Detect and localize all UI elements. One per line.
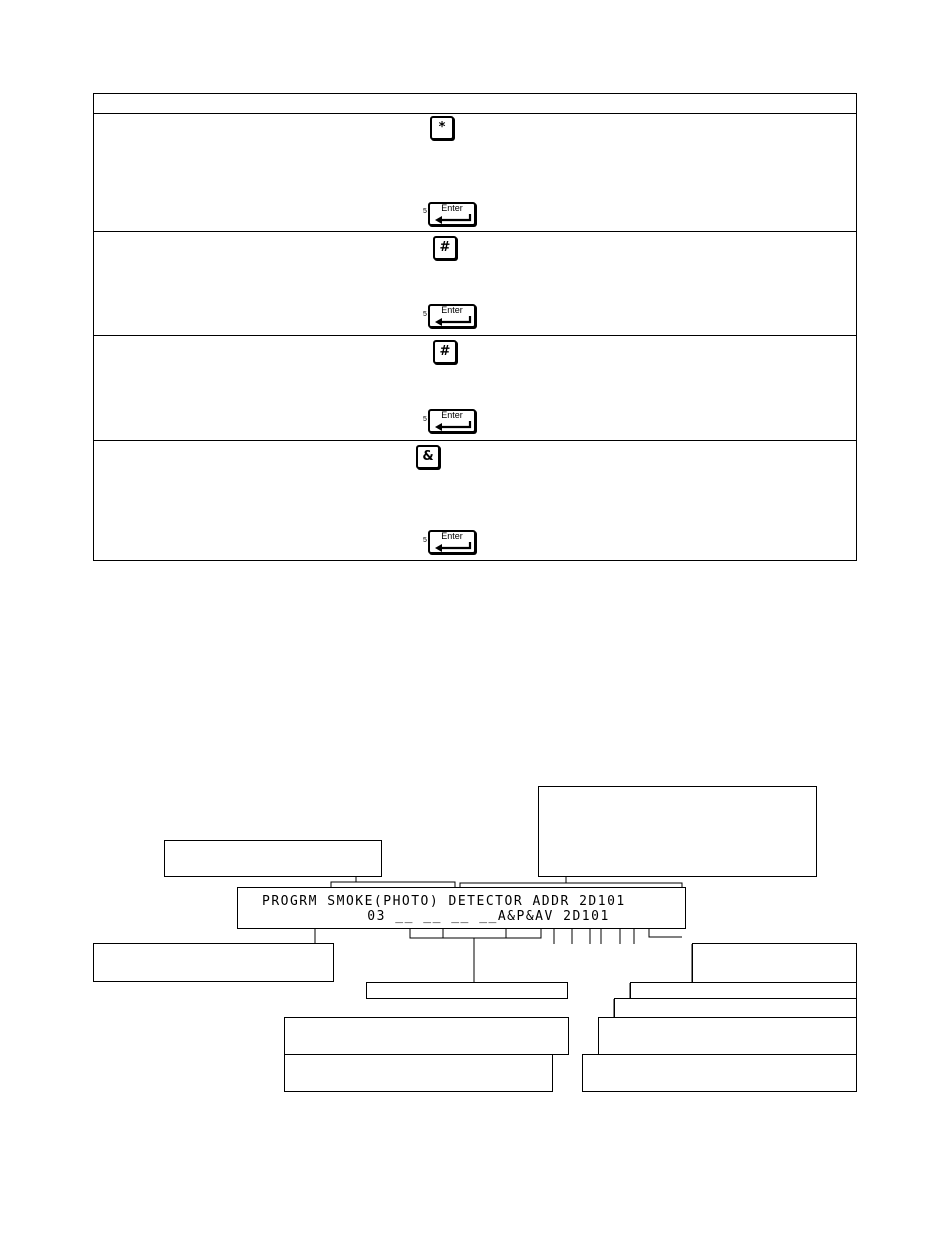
display-line-1: PROGRM SMOKE(PHOTO) DETECTOR ADDR 2D101 <box>262 894 626 909</box>
enter-key-label: Enter <box>441 531 463 541</box>
asterisk-key-icon: * <box>430 116 454 140</box>
callout-box-right-lower-1 <box>598 1017 857 1055</box>
enter-marker: 5 <box>423 416 427 423</box>
enter-marker: 5 <box>423 537 427 544</box>
callout-box-top-right <box>538 786 817 877</box>
lcd-display <box>237 887 686 929</box>
ampersand-key-icon: & <box>416 445 440 469</box>
enter-key-label: Enter <box>441 305 463 315</box>
enter-key-label: Enter <box>441 203 463 213</box>
callout-box-left <box>93 943 334 982</box>
pound-key-icon: # <box>433 236 457 260</box>
callout-box-center-lower-1 <box>284 1017 569 1055</box>
callout-box-center-lower-2 <box>284 1054 553 1092</box>
enter-marker: 5 <box>423 311 427 318</box>
enter-key-label: Enter <box>441 410 463 420</box>
enter-marker: 5 <box>423 208 427 215</box>
callout-box-right-strip-1 <box>630 982 857 999</box>
callout-box-right-top <box>692 943 857 983</box>
callout-box-right-strip-2 <box>614 998 857 1018</box>
pound-key-icon: # <box>433 340 457 364</box>
callout-box-right-lower-2 <box>582 1054 857 1092</box>
callout-box-top-left <box>164 840 382 877</box>
callout-box-center <box>366 982 568 999</box>
display-line-2: 03 __ __ __ __A&P&AV 2D101 <box>302 909 610 924</box>
